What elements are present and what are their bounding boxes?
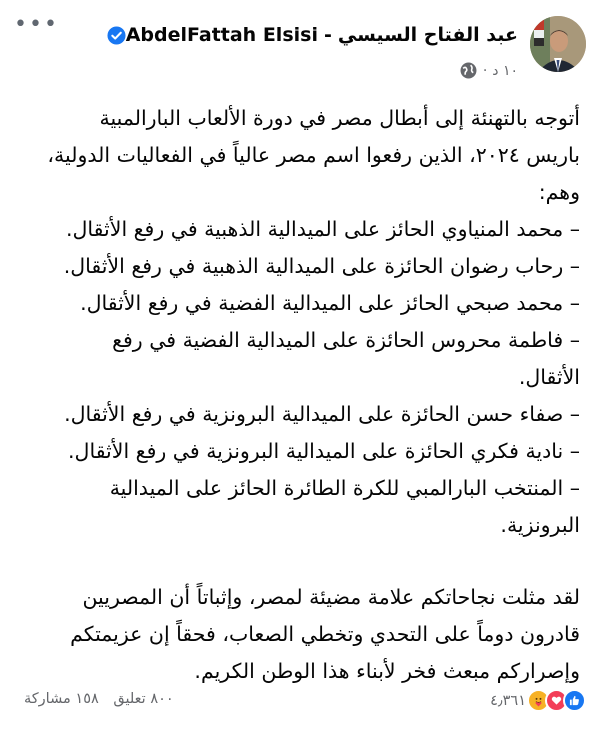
- author-name-en: AbdelFattah Elsisi: [125, 24, 318, 46]
- author-name[interactable]: [101, 24, 518, 46]
- closing-line: لقد مثلت نجاحاتكم علامة مضيئة لمصر، وإثباتاً أن المصريين: [82, 585, 580, 609]
- verified-badge-icon: [107, 26, 126, 45]
- engagement-stats: [14, 691, 174, 707]
- paragraph-gap: [14, 544, 580, 579]
- reactions-count[interactable]: ٤٫٣٦١: [490, 692, 526, 709]
- post-line: – نادية فكري الحائزة على الميدالية البرونزية في رفع الأثقال.: [68, 439, 580, 463]
- globe-icon: [460, 62, 477, 79]
- post-header: [0, 0, 600, 100]
- post-meta: [460, 62, 518, 79]
- post-line: – صفاء حسن الحائزة على الميدالية البرونزية في رفع الأثقال.: [64, 402, 580, 426]
- post-line: وهم:: [538, 180, 580, 204]
- post-body: [14, 100, 580, 690]
- avatar[interactable]: [530, 16, 586, 72]
- post-line: – فاطمة محروس الحائزة على الميدالية الفضية في رفع: [112, 328, 580, 352]
- author-separator: -: [323, 24, 332, 46]
- meta-dot: ·: [482, 62, 488, 79]
- post-line: – المنتخب البارالمبي للكرة الطائرة الحائز على الميدالية: [109, 476, 580, 500]
- post-line: باريس ٢٠٢٤، الذين رفعوا اسم مصر عالياً في الفعاليات الدولية،: [47, 143, 580, 167]
- shares-count[interactable]: ١٥٨ مشاركة: [24, 691, 99, 707]
- comments-count[interactable]: ٨٠٠ تعليق: [113, 691, 174, 707]
- post-line: الأثقال.: [518, 365, 580, 389]
- closing-line: قادرون دوماً على التحدي وتخطي الصعاب، فحقاً إن عزيمتكم: [70, 622, 580, 646]
- post-line: – رحاب رضوان الحائزة على الميدالية الذهبية في رفع الأثقال.: [63, 254, 580, 278]
- like-icon: [563, 689, 586, 712]
- post-line: البرونزية.: [500, 513, 580, 537]
- more-options-icon[interactable]: •••: [14, 12, 59, 37]
- post-line: أتوجه بالتهنئة إلى أبطال مصر في دورة الألعاب البارالمبية: [99, 106, 580, 130]
- post-line: – محمد المنياوي الحائز على الميدالية الذهبية في رفع الأثقال.: [66, 217, 580, 241]
- reaction-icons: [532, 689, 586, 712]
- post-footer: [0, 683, 600, 723]
- post-line: – محمد صبحي الحائز على الميدالية الفضية في رفع الأثقال.: [80, 291, 580, 315]
- post-timestamp[interactable]: ١٠ د: [492, 62, 518, 79]
- author-name-ar: عبد الفتاح السيسي: [337, 24, 518, 46]
- closing-line: وإصراركم مبعث فخر لأبناء هذا الوطن الكريم.: [194, 659, 580, 683]
- reactions-summary[interactable]: [490, 689, 586, 712]
